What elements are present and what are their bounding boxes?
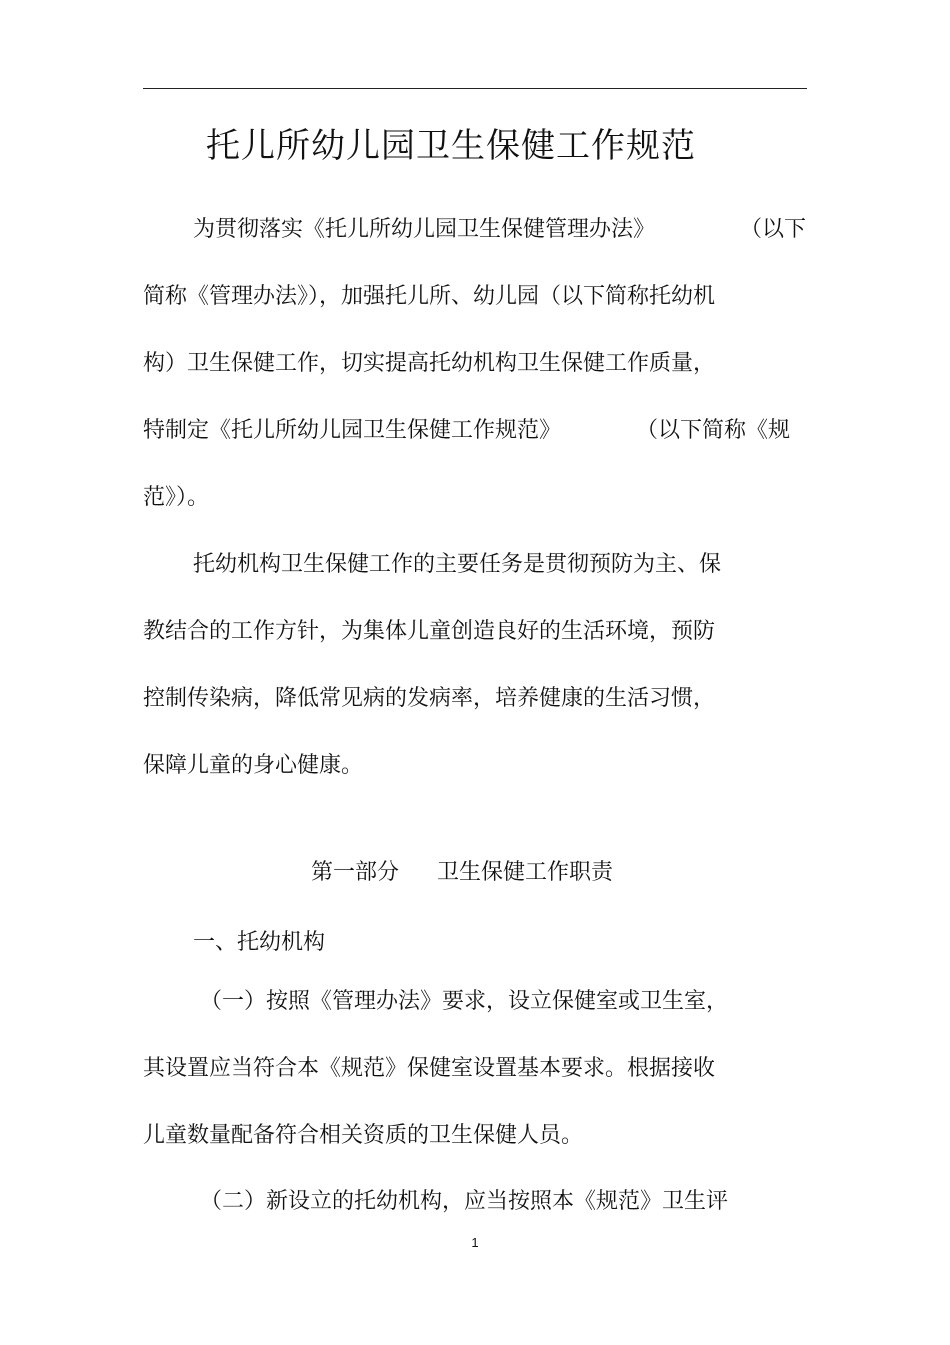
intro-line-4: 特制定《托儿所幼儿园卫生保健工作规范》 bbox=[143, 418, 562, 443]
clause-2-line-1: （二）新设立的托幼机构，应当按照本《规范》卫生评 bbox=[200, 1189, 729, 1214]
intro-line-3: 构）卫生保健工作，切实提高托幼机构卫生保健工作质量， bbox=[143, 351, 716, 376]
document-title: 托儿所幼儿园卫生保健工作规范 bbox=[206, 126, 696, 166]
clause-1-line-2: 其设置应当符合本《规范》保健室设置基本要求。根据接收 bbox=[143, 1056, 716, 1081]
clause-1-line-1: （一）按照《管理办法》要求，设立保健室或卫生室， bbox=[200, 989, 729, 1014]
clause-1-line-3: 儿童数量配备符合相关资质的卫生保健人员。 bbox=[143, 1123, 584, 1148]
task-line-4: 保障儿童的身心健康。 bbox=[143, 753, 364, 778]
intro-line-2: 简称《管理办法》），加强托儿所、幼儿园（以下简称托幼机 bbox=[143, 284, 716, 309]
task-line-1: 托幼机构卫生保健工作的主要任务是贯彻预防为主、保 bbox=[193, 552, 722, 577]
header-rule bbox=[143, 88, 807, 89]
intro-line-5: 范》）。 bbox=[143, 485, 210, 510]
page-number: 1 bbox=[471, 1235, 479, 1250]
section-part: 第一部分 bbox=[311, 860, 400, 885]
intro-line-4-tail: （以下简称《规 bbox=[636, 418, 791, 443]
item-heading: 一、托幼机构 bbox=[193, 930, 326, 955]
intro-line-1: 为贯彻落实《托儿所幼儿园卫生保健管理办法》 bbox=[193, 217, 656, 242]
section-name: 卫生保健工作职责 bbox=[437, 860, 614, 885]
intro-line-1-tail: （以下 bbox=[740, 217, 807, 242]
task-line-3: 控制传染病，降低常见病的发病率，培养健康的生活习惯， bbox=[143, 686, 716, 711]
task-line-2: 教结合的工作方针，为集体儿童创造良好的生活环境，预防 bbox=[143, 619, 716, 644]
